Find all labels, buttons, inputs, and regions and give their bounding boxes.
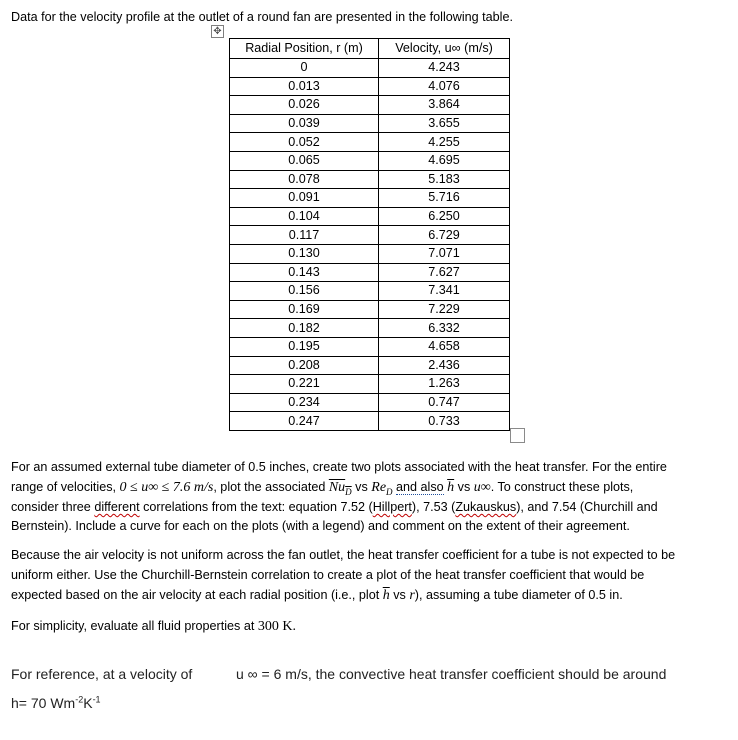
intro-text: Data for the velocity profile at the outlet of a round fan are presented in the following table. [11, 10, 513, 24]
para3-text [11, 617, 296, 636]
velocity-cell: 0.733 [379, 412, 510, 431]
para3-main: For simplicity, evaluate all fluid properties at [11, 619, 258, 633]
table-row [230, 96, 510, 115]
radial-position-cell: 0.247 [230, 412, 379, 431]
r-symbol: r [409, 588, 415, 603]
radial-position-cell: 0.208 [230, 356, 379, 375]
table-row [230, 244, 510, 263]
para2-line2: uniform either. Use the Churchill-Bernstein correlation to create a plot of the heat transfer coefficient that would be [11, 568, 645, 582]
velocity-cell: 6.332 [379, 319, 510, 338]
velocity-cell: 7.229 [379, 300, 510, 319]
velocity-table [229, 38, 510, 431]
reference-part1: For reference, at a velocity of [11, 666, 193, 682]
velocity-cell: 7.341 [379, 282, 510, 301]
para1-line2-a: range of velocities, [11, 480, 120, 494]
radial-position-cell: 0.039 [230, 114, 379, 133]
para1-line2-b: , plot the associated [213, 480, 329, 494]
para2-line3-b: ), assuming a tube diameter of 0.5 in. [414, 588, 623, 602]
re-subscript: D [386, 486, 393, 497]
table-row [230, 375, 510, 394]
table-row [230, 151, 510, 170]
velocity-cell: 5.716 [379, 189, 510, 208]
velocity-cell: 7.071 [379, 244, 510, 263]
four-way-arrow-icon[interactable]: ✥ [211, 25, 224, 38]
para1-line4: Bernstein). Include a curve for each on the plots (with a legend) and comment on the extent of their agreement. [11, 519, 630, 533]
velocity-range-math: 0 ≤ u∞ ≤ 7.6 m/s [119, 480, 214, 495]
table-row [230, 300, 510, 319]
velocity-cell: 4.255 [379, 133, 510, 152]
velocity-cell: 3.864 [379, 96, 510, 115]
velocity-cell: 2.436 [379, 356, 510, 375]
table-row [230, 263, 510, 282]
and-also-text: and also [396, 480, 444, 494]
radial-position-cell: 0.065 [230, 151, 379, 170]
u-inf-symbol: u∞ [473, 480, 491, 495]
nu-text: Nu [328, 480, 346, 495]
re-text: Re [371, 480, 387, 495]
table-row [230, 319, 510, 338]
velocity-cell: 6.250 [379, 207, 510, 226]
temperature-value: 300 K. [257, 619, 296, 634]
table-row [230, 59, 510, 78]
kelvin-unit: K [83, 695, 93, 711]
table-row [230, 282, 510, 301]
exponent-1: -2 [75, 694, 84, 705]
velocity-cell: 7.627 [379, 263, 510, 282]
table-row [230, 337, 510, 356]
velocity-cell: 1.263 [379, 375, 510, 394]
para1-line2-d: . To construct these plots, [490, 480, 634, 494]
radial-position-cell: 0.182 [230, 319, 379, 338]
table-row [230, 114, 510, 133]
exponent-2: -1 [92, 694, 101, 705]
reynolds-symbol [371, 480, 392, 495]
nu-subscript: D [345, 486, 352, 497]
table-row [230, 393, 510, 412]
radial-position-cell: 0.169 [230, 300, 379, 319]
table-header-row [230, 39, 510, 59]
radial-position-cell: 0.117 [230, 226, 379, 245]
velocity-cell: 5.183 [379, 170, 510, 189]
para2-line3 [11, 586, 623, 605]
table-row [230, 412, 510, 431]
radial-position-cell: 0.195 [230, 337, 379, 356]
h-bar-symbol-2: $\overline{h}$ [382, 588, 390, 603]
para1-line1: For an assumed external tube diameter of 0.5 inches, create two plots associated with the heat transfer. For the entire [11, 460, 667, 474]
radial-position-cell: 0.026 [230, 96, 379, 115]
h-bar-symbol: $\overline{h}$ [447, 480, 455, 495]
radial-position-cell: 0.234 [230, 393, 379, 412]
reference-part2: u ∞ = 6 m/s, the convective heat transfer coefficient should be around [236, 666, 667, 682]
para2-line3-a: expected based on the air velocity at each radial position (i.e., plot [11, 588, 383, 602]
velocity-cell: 0.747 [379, 393, 510, 412]
radial-position-cell: 0.013 [230, 77, 379, 96]
radial-position-cell: 0.130 [230, 244, 379, 263]
table-row [230, 170, 510, 189]
table-row [230, 133, 510, 152]
velocity-cell: 4.658 [379, 337, 510, 356]
nusselt-symbol [329, 480, 352, 495]
radial-position-cell: 0.091 [230, 189, 379, 208]
para2-line1: Because the air velocity is not uniform across the fan outlet, the heat transfer coefficient for a tube is not expected to be [11, 548, 676, 562]
velocity-cell: 6.729 [379, 226, 510, 245]
table-row [230, 189, 510, 208]
velocity-cell: 4.076 [379, 77, 510, 96]
table-row [230, 356, 510, 375]
table-row [230, 207, 510, 226]
table-row [230, 77, 510, 96]
header-velocity: Velocity, u∞ (m/s) [379, 39, 510, 59]
header-radial-position: Radial Position, r (m) [230, 39, 379, 59]
velocity-cell: 4.243 [379, 59, 510, 78]
velocity-cell: 3.655 [379, 114, 510, 133]
radial-position-cell: 0.221 [230, 375, 379, 394]
radial-position-cell: 0.078 [230, 170, 379, 189]
para1-line3: consider three different correlations from the text: equation 7.52 (Hillpert), 7.53 (Zukauskus), and 7.54 (Churchill and [11, 500, 658, 514]
radial-position-cell: 0.143 [230, 263, 379, 282]
vs-text-3: vs [389, 588, 410, 602]
para1-line2 [11, 478, 633, 497]
h-value-text: h= 70 Wm [11, 695, 76, 711]
vs-text-1: vs [351, 480, 372, 494]
table-resize-handle[interactable] [510, 428, 525, 443]
radial-position-cell: 0 [230, 59, 379, 78]
table-row [230, 226, 510, 245]
radial-position-cell: 0.156 [230, 282, 379, 301]
radial-position-cell: 0.104 [230, 207, 379, 226]
velocity-cell: 4.695 [379, 151, 510, 170]
vs-text-2: vs [454, 480, 474, 494]
radial-position-cell: 0.052 [230, 133, 379, 152]
reference-line2 [11, 694, 101, 712]
